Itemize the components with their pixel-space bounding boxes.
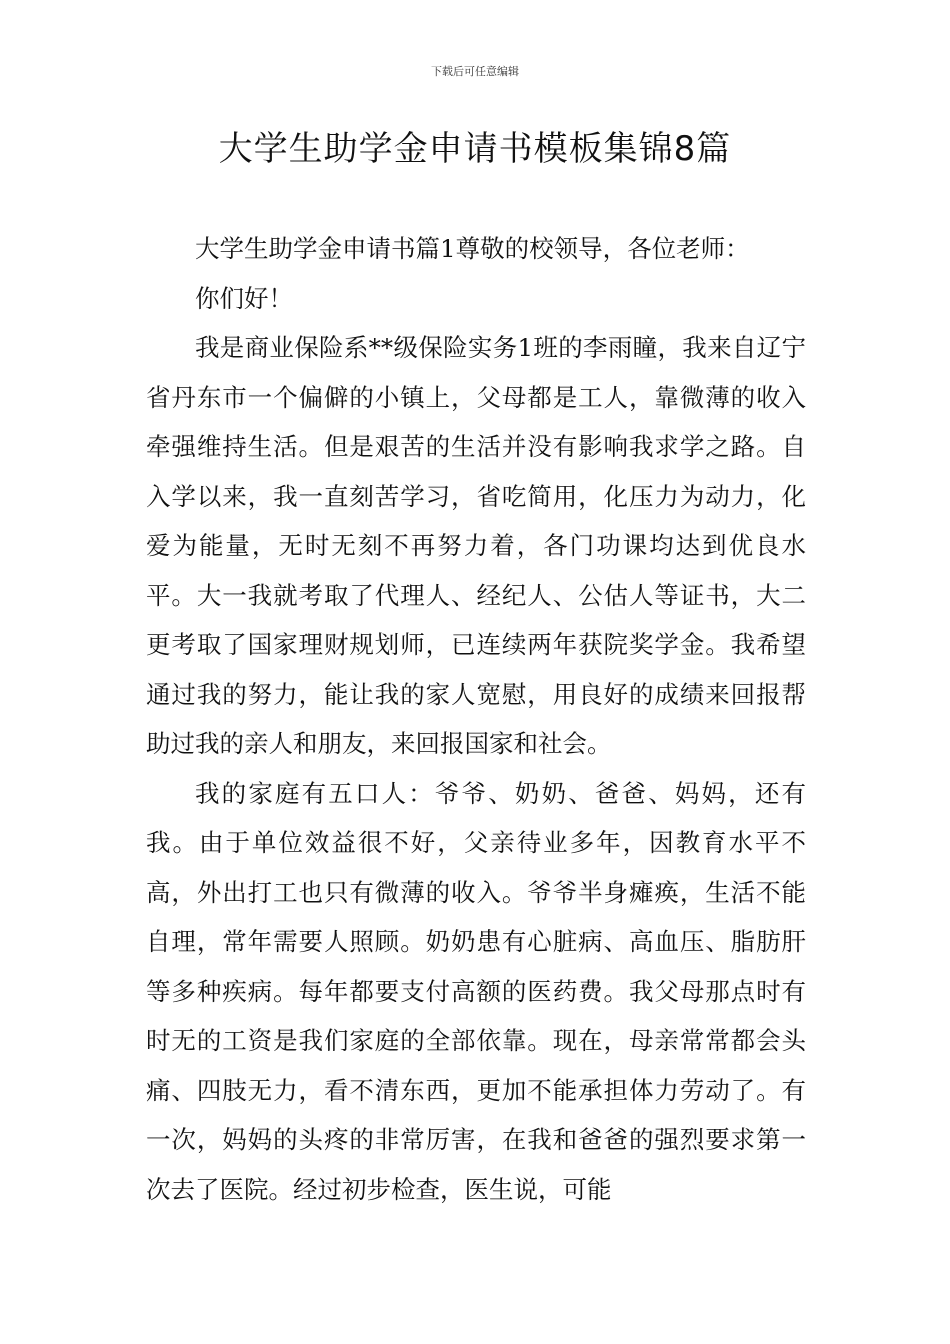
document-title: 大学生助学金申请书模板集锦8篇	[218, 129, 732, 169]
paragraph-greeting: 你们好！	[195, 283, 293, 313]
paragraph-self-introduction: 我是商业保险系**级保险实务1班的李雨瞳，我来自辽宁省丹东市一个偏僻的小镇上，父母都是工人，靠微薄的收入牵强维持生活。但是艰苦的生活并没有影响我求学之路。自入学以来，我一直刻苦学习，省吃简用，化压力为动力，化爱为能量，无时无刻不再努力着，各门功课均达到优良水平。大一我就考取了代理人、经纪人、公估人等证书，大二更考取了国家理财规划师，已连续两年获院奖学金。我希望通过我的努力，能让我的家人宽慰，用良好的成绩来回报帮助过我的亲人和朋友，来回报国家和社会。	[146, 333, 806, 758]
paragraph-family-situation: 我的家庭有五口人：爷爷、奶奶、爸爸、妈妈，还有我。由于单位效益很不好，父亲待业多年，因教育水平不高，外出打工也只有微薄的收入。爷爷半身瘫痪，生活不能自理，常年需要人照顾。奶奶患有心脏病、高血压、脂肪肝等多种疾病。每年都要支付高额的医药费。我父母那点时有时无的工资是我们家庭的全部依靠。现在，母亲常常都会头痛、四肢无力，看不清东西，更加不能承担体力劳动了。有一次，妈妈的头疼的非常厉害，在我和爸爸的强烈要求第一次去了医院。经过初步检查，医生说，可能	[146, 778, 806, 1204]
document-body	[146, 224, 806, 1214]
header-note: 下载后可任意编辑	[431, 65, 519, 78]
paragraph-salutation: 大学生助学金申请书篇1尊敬的校领导，各位老师：	[195, 234, 750, 263]
